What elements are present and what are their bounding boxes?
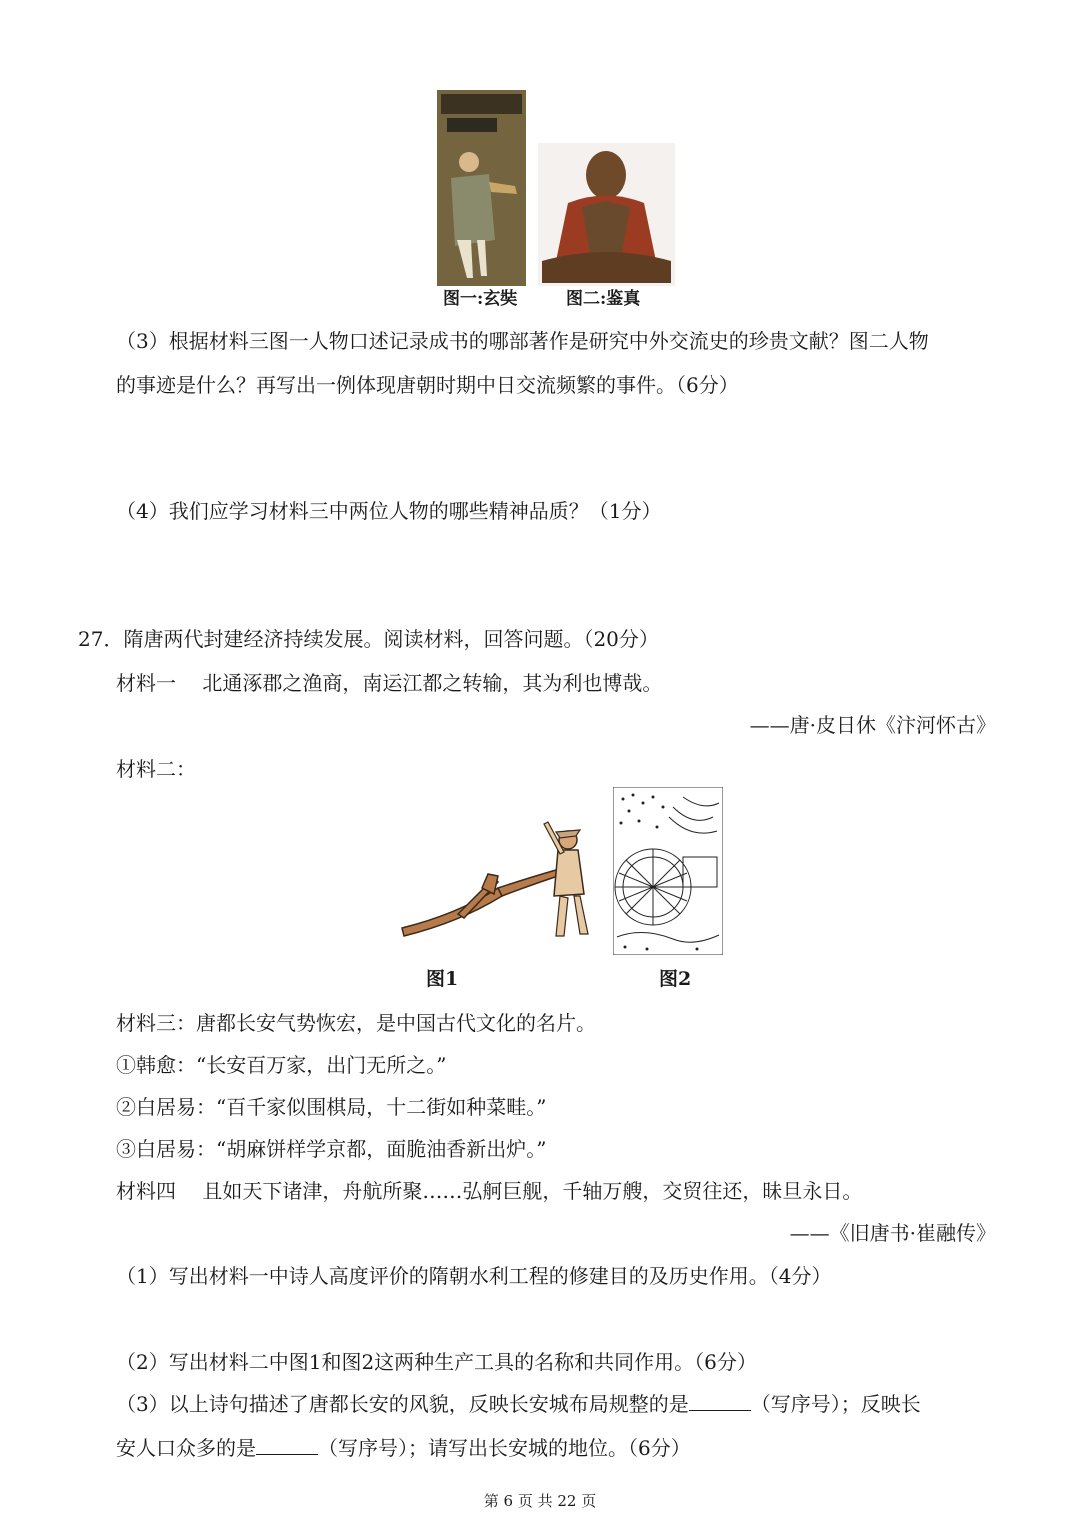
figure-jianzhen <box>538 143 675 286</box>
material-4: 材料四 且如天下诸津，舟航所聚……弘舸巨舰，千轴万艘，交贸往还，昧旦永日。 <box>116 1179 863 1203</box>
q26-part4: （4）我们应学习材料三中两位人物的哪些精神品质？（1分） <box>116 499 662 523</box>
material-1: 材料一 北通涿郡之渔商，南运江都之转输，其为利也博哉。 <box>116 671 663 695</box>
answer-blank-layout[interactable] <box>689 1392 751 1411</box>
caption-figure-2: 图2 <box>659 968 692 990</box>
caption-figure-1: 图1 <box>426 968 459 990</box>
q26-part3-line2: 的事迹是什么？再写出一例体现唐朝时期中日交流频繁的事件。（6分） <box>116 373 739 397</box>
answer-blank-population[interactable] <box>256 1436 318 1455</box>
figure-plough <box>398 818 598 938</box>
page-footer: 第 6 页 共 22 页 <box>483 1492 597 1510</box>
q27-part3-line2 <box>116 1435 691 1461</box>
q27-part3-line1 <box>116 1391 921 1417</box>
q27-part3-text-c: 安人口众多的是 <box>116 1436 256 1460</box>
material-4-source: ——《旧唐书·崔融传》 <box>789 1221 996 1245</box>
q27-part3-text-d: （写序号）；请写出长安城的地位。（6分） <box>318 1436 691 1460</box>
material-3-item-1: ①韩愈：“长安百万家，出门无所之。” <box>116 1053 447 1077</box>
q27-part2: （2）写出材料二中图1和图2这两种生产工具的名称和共同作用。（6分） <box>116 1350 757 1374</box>
q27-part1: （1）写出材料一中诗人高度评价的隋朝水利工程的修建目的及历史作用。（4分） <box>116 1264 832 1288</box>
caption-xuanzang: 图一:玄奘 <box>443 289 518 309</box>
material-1-source: ——唐·皮日休《汴河怀古》 <box>749 713 996 737</box>
figure-xuanzang <box>437 90 526 286</box>
figure-waterwheel <box>613 787 723 955</box>
q26-part3-line1: （3）根据材料三图一人物口述记录成书的哪部著作是研究中外交流史的珍贵文献？图二人物 <box>116 329 929 353</box>
material-3-item-3: ③白居易：“胡麻饼样学京都，面脆油香新出炉。” <box>116 1137 547 1161</box>
caption-jianzhen: 图二:鉴真 <box>566 289 641 309</box>
material-3-item-2: ②白居易：“百千家似围棋局，十二街如种菜畦。” <box>116 1095 547 1119</box>
q27-part3-text-b: （写序号）；反映长 <box>750 1392 921 1416</box>
material-2-label: 材料二： <box>116 757 196 781</box>
material-3: 材料三：唐都长安气势恢宏，是中国古代文化的名片。 <box>116 1011 596 1035</box>
q27-heading: 27．隋唐两代封建经济持续发展。阅读材料，回答问题。（20分） <box>78 627 659 651</box>
q27-part3-text-a: （3）以上诗句描述了唐都长安的风貌，反映长安城布局规整的是 <box>116 1392 689 1416</box>
